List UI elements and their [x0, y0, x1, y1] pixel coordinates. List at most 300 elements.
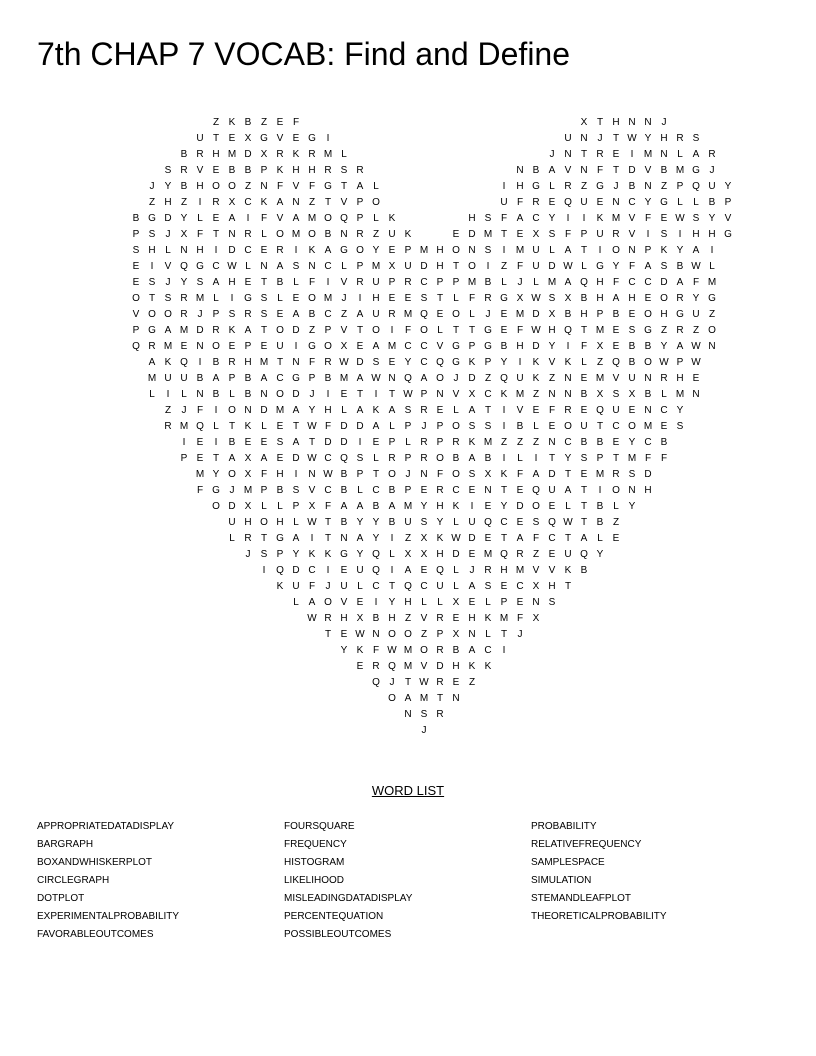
- grid-letter: Z: [148, 197, 156, 208]
- grid-letter: R: [244, 533, 252, 544]
- grid-letter: F: [308, 181, 316, 192]
- grid-letter: Q: [196, 421, 204, 432]
- grid-letter: F: [436, 469, 444, 480]
- word-list-item: HISTOGRAM: [284, 857, 345, 868]
- grid-letter: H: [212, 149, 220, 160]
- grid-letter: J: [149, 181, 155, 192]
- grid-letter: Q: [596, 405, 604, 416]
- grid-letter: N: [532, 597, 540, 608]
- grid-letter: A: [260, 453, 268, 464]
- grid-letter: S: [372, 357, 380, 368]
- grid-letter: Y: [676, 245, 684, 256]
- grid-letter: H: [276, 469, 284, 480]
- grid-letter: K: [308, 549, 316, 560]
- grid-letter: R: [596, 149, 604, 160]
- grid-letter: K: [228, 325, 236, 336]
- grid-letter: C: [420, 357, 428, 368]
- grid-letter: P: [132, 325, 140, 336]
- grid-letter: L: [453, 405, 459, 416]
- grid-letter: P: [404, 485, 412, 496]
- word-list-item: MISLEADINGDATADISPLAY: [284, 893, 413, 904]
- grid-letter: H: [548, 581, 556, 592]
- grid-letter: R: [164, 421, 172, 432]
- grid-letter: I: [502, 405, 506, 416]
- grid-letter: M: [515, 245, 525, 256]
- grid-letter: M: [371, 261, 381, 272]
- grid-letter: A: [676, 277, 684, 288]
- grid-letter: I: [374, 389, 378, 400]
- grid-letter: U: [468, 517, 476, 528]
- grid-letter: L: [213, 293, 219, 304]
- grid-letter: A: [644, 261, 652, 272]
- grid-letter: N: [692, 389, 700, 400]
- grid-letter: A: [260, 373, 268, 384]
- grid-letter: T: [356, 389, 364, 400]
- grid-letter: Q: [564, 325, 572, 336]
- grid-letter: E: [276, 117, 284, 128]
- grid-letter: B: [212, 357, 220, 368]
- grid-letter: M: [403, 309, 413, 320]
- grid-letter: S: [692, 213, 700, 224]
- grid-letter: B: [564, 309, 572, 320]
- grid-letter: T: [500, 485, 508, 496]
- grid-letter: Q: [580, 549, 588, 560]
- grid-letter: O: [452, 245, 460, 256]
- grid-letter: J: [485, 309, 491, 320]
- grid-letter: M: [707, 277, 717, 288]
- grid-letter: L: [613, 501, 619, 512]
- grid-row: [112, 323, 716, 339]
- grid-letter: Z: [404, 533, 412, 544]
- grid-letter: F: [564, 229, 572, 240]
- grid-letter: T: [436, 293, 444, 304]
- grid-letter: D: [420, 261, 428, 272]
- grid-letter: K: [372, 405, 380, 416]
- grid-letter: E: [228, 341, 236, 352]
- grid-letter: E: [548, 549, 556, 560]
- grid-letter: H: [436, 245, 444, 256]
- grid-letter: O: [212, 341, 220, 352]
- grid-letter: U: [548, 485, 556, 496]
- grid-letter: K: [436, 533, 444, 544]
- grid-letter: Y: [564, 453, 572, 464]
- grid-letter: J: [613, 181, 619, 192]
- grid-letter: D: [324, 437, 332, 448]
- grid-letter: V: [724, 213, 732, 224]
- grid-letter: Y: [308, 405, 316, 416]
- grid-letter: S: [484, 421, 492, 432]
- grid-letter: D: [452, 549, 460, 560]
- grid-letter: I: [710, 245, 714, 256]
- grid-letter: F: [308, 277, 316, 288]
- grid-letter: O: [324, 597, 332, 608]
- grid-letter: Y: [212, 469, 220, 480]
- grid-letter: Y: [724, 181, 732, 192]
- grid-letter: F: [596, 165, 604, 176]
- word-list-item: PERCENTEQUATION: [284, 911, 384, 922]
- grid-letter: O: [372, 197, 380, 208]
- grid-letter: F: [500, 213, 508, 224]
- grid-letter: W: [563, 261, 573, 272]
- grid-letter: M: [643, 421, 653, 432]
- grid-letter: P: [420, 389, 428, 400]
- grid-row: [112, 579, 704, 595]
- grid-letter: B: [580, 565, 588, 576]
- grid-letter: E: [612, 533, 620, 544]
- grid-row: [112, 291, 716, 307]
- grid-letter: I: [230, 293, 234, 304]
- grid-letter: U: [532, 245, 540, 256]
- grid-letter: K: [564, 565, 572, 576]
- grid-letter: F: [260, 213, 268, 224]
- grid-letter: C: [612, 421, 620, 432]
- grid-letter: J: [549, 149, 555, 160]
- grid-letter: Z: [516, 437, 524, 448]
- grid-letter: E: [500, 325, 508, 336]
- grid-letter: C: [420, 341, 428, 352]
- grid-letter: T: [580, 485, 588, 496]
- grid-letter: P: [436, 437, 444, 448]
- grid-letter: U: [612, 405, 620, 416]
- grid-letter: S: [164, 293, 172, 304]
- grid-letter: Z: [308, 325, 316, 336]
- grid-letter: Y: [548, 213, 556, 224]
- grid-letter: J: [661, 117, 667, 128]
- grid-letter: P: [276, 549, 284, 560]
- grid-letter: E: [612, 437, 620, 448]
- grid-letter: P: [356, 469, 364, 480]
- grid-letter: U: [372, 309, 380, 320]
- grid-letter: E: [260, 437, 268, 448]
- grid-letter: Q: [500, 373, 508, 384]
- grid-letter: I: [678, 229, 682, 240]
- grid-letter: L: [533, 421, 539, 432]
- grid-letter: E: [436, 405, 444, 416]
- grid-letter: A: [420, 373, 428, 384]
- grid-letter: B: [180, 181, 188, 192]
- grid-letter: E: [628, 405, 636, 416]
- grid-letter: I: [310, 533, 314, 544]
- grid-letter: O: [324, 341, 332, 352]
- grid-letter: P: [436, 277, 444, 288]
- grid-letter: G: [500, 293, 508, 304]
- grid-letter: O: [564, 421, 572, 432]
- grid-letter: T: [612, 453, 620, 464]
- grid-letter: S: [420, 517, 428, 528]
- grid-letter: A: [388, 501, 396, 512]
- grid-letter: L: [245, 261, 251, 272]
- grid-letter: I: [502, 453, 506, 464]
- grid-letter: A: [612, 293, 620, 304]
- grid-letter: S: [260, 293, 268, 304]
- grid-row: [112, 467, 704, 483]
- grid-letter: G: [676, 309, 684, 320]
- grid-letter: O: [612, 245, 620, 256]
- grid-letter: A: [356, 181, 364, 192]
- grid-letter: L: [517, 453, 523, 464]
- grid-letter: J: [165, 277, 171, 288]
- grid-letter: T: [580, 245, 588, 256]
- grid-letter: I: [198, 357, 202, 368]
- grid-letter: B: [516, 421, 524, 432]
- word-list-item: EXPERIMENTALPROBABILITY: [37, 911, 180, 922]
- grid-letter: N: [244, 405, 252, 416]
- grid-letter: R: [388, 453, 396, 464]
- grid-letter: E: [356, 661, 364, 672]
- grid-letter: I: [198, 197, 202, 208]
- grid-letter: R: [148, 341, 156, 352]
- grid-letter: S: [580, 453, 588, 464]
- grid-letter: F: [196, 485, 204, 496]
- grid-letter: A: [292, 533, 300, 544]
- grid-letter: Z: [308, 197, 316, 208]
- grid-letter: E: [516, 485, 524, 496]
- grid-letter: T: [580, 517, 588, 528]
- grid-letter: X: [244, 469, 252, 480]
- grid-letter: Q: [612, 357, 620, 368]
- grid-letter: H: [436, 549, 444, 560]
- grid-letter: N: [564, 149, 572, 160]
- grid-letter: Z: [340, 309, 348, 320]
- grid-letter: A: [468, 453, 476, 464]
- grid-row: [112, 403, 704, 419]
- grid-letter: H: [660, 309, 668, 320]
- grid-letter: U: [532, 261, 540, 272]
- grid-letter: C: [404, 341, 412, 352]
- grid-letter: Q: [276, 565, 284, 576]
- grid-letter: I: [374, 597, 378, 608]
- grid-letter: O: [308, 293, 316, 304]
- grid-letter: Y: [372, 245, 380, 256]
- grid-letter: U: [388, 229, 396, 240]
- grid-letter: H: [436, 501, 444, 512]
- grid-letter: F: [580, 341, 588, 352]
- word-list-column-2: [284, 818, 412, 944]
- grid-letter: H: [372, 293, 380, 304]
- grid-letter: H: [148, 245, 156, 256]
- grid-letter: S: [660, 229, 668, 240]
- grid-letter: S: [628, 469, 636, 480]
- grid-letter: O: [228, 405, 236, 416]
- grid-letter: E: [212, 213, 220, 224]
- grid-letter: V: [340, 197, 348, 208]
- grid-letter: T: [548, 453, 556, 464]
- grid-letter: B: [596, 437, 604, 448]
- grid-letter: R: [420, 453, 428, 464]
- grid-letter: Q: [580, 277, 588, 288]
- word-list-column-1: [37, 818, 179, 944]
- grid-letter: A: [308, 597, 316, 608]
- grid-letter: I: [326, 133, 330, 144]
- grid-row: [112, 115, 704, 131]
- grid-letter: T: [580, 325, 588, 336]
- grid-letter: V: [132, 309, 140, 320]
- grid-letter: N: [628, 245, 636, 256]
- grid-letter: N: [644, 181, 652, 192]
- grid-letter: P: [596, 453, 604, 464]
- grid-letter: T: [372, 469, 380, 480]
- grid-letter: V: [420, 661, 428, 672]
- grid-letter: D: [196, 325, 204, 336]
- grid-letter: U: [404, 261, 412, 272]
- grid-letter: S: [548, 293, 556, 304]
- grid-letter: E: [468, 485, 476, 496]
- grid-letter: S: [292, 485, 300, 496]
- grid-letter: W: [691, 341, 701, 352]
- grid-letter: G: [452, 357, 460, 368]
- grid-letter: L: [357, 485, 363, 496]
- grid-letter: H: [436, 261, 444, 272]
- grid-letter: K: [500, 469, 508, 480]
- grid-letter: H: [244, 357, 252, 368]
- grid-letter: E: [548, 197, 556, 208]
- grid-letter: H: [612, 117, 620, 128]
- grid-letter: V: [532, 565, 540, 576]
- grid-letter: K: [468, 357, 476, 368]
- grid-letter: A: [692, 149, 700, 160]
- grid-letter: I: [630, 149, 634, 160]
- grid-letter: O: [452, 469, 460, 480]
- grid-letter: A: [532, 469, 540, 480]
- grid-letter: V: [516, 405, 524, 416]
- grid-letter: D: [644, 469, 652, 480]
- grid-letter: C: [660, 405, 668, 416]
- grid-letter: C: [516, 581, 524, 592]
- grid-letter: R: [420, 405, 428, 416]
- grid-letter: I: [646, 229, 650, 240]
- grid-letter: T: [452, 325, 460, 336]
- grid-letter: S: [292, 261, 300, 272]
- grid-letter: Z: [500, 437, 508, 448]
- grid-letter: N: [372, 629, 380, 640]
- grid-letter: B: [580, 389, 588, 400]
- grid-letter: I: [390, 533, 394, 544]
- grid-letter: G: [484, 325, 492, 336]
- grid-letter: D: [292, 389, 300, 400]
- grid-letter: E: [532, 405, 540, 416]
- grid-letter: E: [692, 373, 700, 384]
- grid-letter: M: [419, 245, 429, 256]
- grid-letter: N: [516, 165, 524, 176]
- grid-letter: V: [420, 613, 428, 624]
- grid-letter: J: [405, 469, 411, 480]
- grid-letter: L: [565, 501, 571, 512]
- grid-letter: K: [356, 645, 364, 656]
- grid-letter: H: [276, 517, 284, 528]
- grid-letter: J: [165, 229, 171, 240]
- grid-letter: C: [644, 437, 652, 448]
- grid-row: [112, 643, 704, 659]
- grid-letter: E: [500, 309, 508, 320]
- grid-letter: M: [499, 613, 509, 624]
- grid-letter: W: [307, 517, 317, 528]
- word-search-grid: [112, 115, 732, 739]
- grid-letter: U: [276, 341, 284, 352]
- grid-letter: I: [166, 389, 170, 400]
- word-list-item: FREQUENCY: [284, 839, 347, 850]
- grid-letter: L: [149, 389, 155, 400]
- grid-letter: X: [244, 501, 252, 512]
- grid-letter: E: [452, 677, 460, 688]
- grid-letter: K: [276, 581, 284, 592]
- grid-letter: R: [612, 469, 620, 480]
- grid-letter: Q: [180, 357, 188, 368]
- grid-letter: X: [452, 597, 460, 608]
- grid-letter: P: [180, 453, 188, 464]
- grid-letter: Q: [132, 341, 140, 352]
- grid-letter: E: [516, 517, 524, 528]
- grid-row: [112, 451, 704, 467]
- grid-letter: B: [228, 437, 236, 448]
- grid-letter: A: [212, 373, 220, 384]
- grid-letter: S: [260, 309, 268, 320]
- grid-letter: V: [276, 213, 284, 224]
- grid-letter: S: [484, 245, 492, 256]
- grid-letter: M: [387, 341, 397, 352]
- grid-letter: B: [244, 117, 252, 128]
- grid-letter: K: [324, 549, 332, 560]
- grid-letter: T: [388, 581, 396, 592]
- grid-letter: I: [262, 565, 266, 576]
- grid-row: [112, 259, 715, 275]
- grid-letter: Y: [356, 549, 364, 560]
- grid-letter: B: [532, 165, 540, 176]
- grid-letter: S: [196, 277, 204, 288]
- grid-row: [112, 499, 704, 515]
- grid-row: [112, 483, 704, 499]
- grid-letter: A: [292, 309, 300, 320]
- grid-letter: V: [308, 485, 316, 496]
- grid-letter: D: [516, 501, 524, 512]
- grid-letter: E: [356, 341, 364, 352]
- grid-letter: I: [502, 245, 506, 256]
- grid-letter: B: [596, 501, 604, 512]
- grid-letter: H: [292, 165, 300, 176]
- grid-letter: X: [548, 309, 556, 320]
- grid-letter: M: [595, 325, 605, 336]
- grid-letter: G: [308, 341, 316, 352]
- grid-letter: B: [212, 389, 220, 400]
- grid-letter: H: [596, 293, 604, 304]
- grid-letter: L: [165, 245, 171, 256]
- grid-row: [112, 131, 704, 147]
- grid-letter: R: [676, 325, 684, 336]
- grid-letter: U: [708, 181, 716, 192]
- grid-letter: O: [708, 325, 716, 336]
- grid-letter: E: [580, 373, 588, 384]
- grid-letter: B: [388, 517, 396, 528]
- grid-letter: D: [164, 213, 172, 224]
- grid-letter: T: [484, 405, 492, 416]
- grid-letter: L: [373, 213, 379, 224]
- grid-letter: F: [612, 277, 620, 288]
- grid-letter: L: [677, 149, 683, 160]
- grid-letter: E: [404, 293, 412, 304]
- grid-letter: U: [516, 373, 524, 384]
- grid-letter: M: [547, 277, 557, 288]
- grid-letter: G: [324, 181, 332, 192]
- grid-letter: E: [436, 309, 444, 320]
- grid-letter: W: [307, 421, 317, 432]
- grid-letter: N: [468, 245, 476, 256]
- grid-letter: W: [227, 261, 237, 272]
- grid-letter: Z: [596, 357, 604, 368]
- grid-letter: L: [373, 181, 379, 192]
- grid-letter: I: [390, 325, 394, 336]
- grid-letter: L: [581, 357, 587, 368]
- grid-letter: B: [500, 341, 508, 352]
- grid-row: [112, 307, 716, 323]
